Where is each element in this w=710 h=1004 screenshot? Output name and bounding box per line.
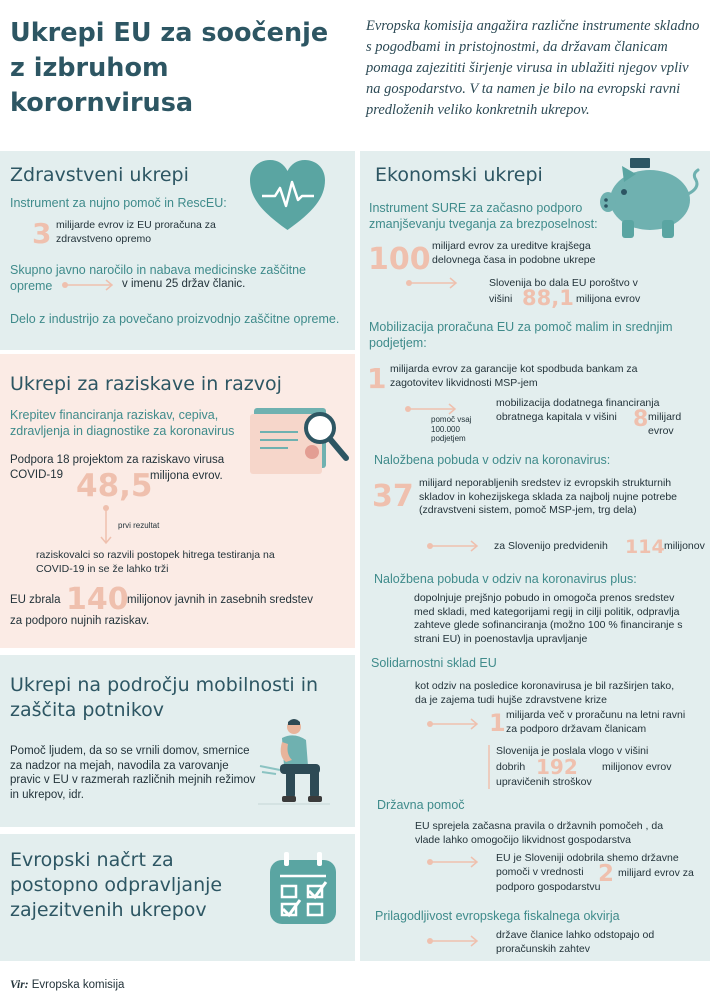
support-text-unit: milijona evrov.: [150, 470, 223, 482]
cii-slovenia-text-b: milijonov: [664, 540, 705, 552]
mobility-title: Ukrepi na področju mobilnosti in zaščita potnikov: [10, 674, 319, 721]
first-results-label: prvi rezultat: [118, 521, 160, 530]
sme-additional-text-b: milijard evrov: [648, 411, 682, 437]
solidarity-slovenia-text-d: upravičenih stroškov: [496, 776, 592, 788]
sme-text: milijarda evrov za garancije kot spodbuda bankam za zagotovitev likvidnosti MSP-jem: [390, 363, 638, 389]
piggy-bank-icon: [600, 156, 705, 242]
solidarity-slovenia-text: Slovenija je poslala vlogo v višini: [496, 745, 649, 757]
fiscal-subheading: Prilagodljivost evropskega fiskalnega okvirja: [375, 909, 620, 923]
solidarity-text: kot odziv na posledice koronavirusa je bil razširjen tako, da je zajema tudi hujše zdravstvene krize: [415, 680, 675, 706]
rescue-text: milijarde evrov iz EU proračuna za zdravstveno opremo: [56, 219, 216, 245]
sure-slovenia-number: 88,1: [522, 286, 574, 310]
health-title: Zdravstveni ukrepi: [10, 164, 189, 186]
ciiplus-subheading: Naložbena pobuda v odziv na koronavirus plus:: [374, 572, 637, 586]
industry-subheading: Delo z industrijo za povečano proizvodnjo zaščitne opreme.: [10, 312, 340, 326]
sme-additional-number: 8: [633, 407, 649, 432]
arrow-icon: [405, 403, 460, 415]
support-number: 48,5: [76, 468, 153, 504]
arrow-icon: [427, 935, 482, 947]
state-aid-slovenia-text: EU je Sloveniji odobrila shemo državne pomoči v vrednosti: [496, 852, 679, 878]
state-aid-subheading: Državna pomoč: [377, 798, 465, 812]
solidarity-slovenia-text-b: dobrih: [496, 761, 526, 773]
eu-collected-text-b: milijonov javnih in zasebnih sredstev: [127, 594, 314, 606]
mobility-text: Pomoč ljudem, da so se vrnili domov, smernice za nadzor na mejah, navodila za varovanje pravic v EU v razmerah različnih mejnih režimov in ukrepov, idr.: [10, 745, 256, 801]
cii-slovenia-number: 114: [625, 536, 665, 558]
sure-slovenia-text-c: milijona evrov: [576, 293, 641, 305]
intro-text: Evropska komisija angažira različne instrumente skladno s pogodbami in pristojnostmi, da državam članicam pomaga zajezititi širjenje virusa in ublažiti njegov vpliv na gospodarstvo. V ta namen je bilo na evropski ravni predloženih veliko konkretnih ukrepov.: [366, 18, 700, 118]
down-arrow-icon: [100, 505, 112, 547]
solidarity-subheading: Solidarnostni sklad EU: [371, 656, 497, 670]
sure-slovenia-text-b: višini: [489, 293, 513, 305]
cii-subheading: Naložbena pobuda v odziv na koronavirus:: [374, 453, 611, 467]
exit-title: Evropski načrt za postopno odpravljanje zajezitvenih ukrepov: [10, 849, 223, 921]
source-label: Vir:: [10, 979, 29, 991]
solidarity-slovenia-text-c: milijonov evrov: [602, 761, 672, 773]
sitting-person-icon: [258, 718, 330, 808]
source-text: Evropska komisija: [31, 979, 125, 991]
sme-additional-text: mobilizacija dodatnega financiranja obratnega kapitala v višini: [496, 397, 660, 423]
sme-number: 1: [367, 362, 387, 395]
research-subheading: Krepitev financiranja raziskav, cepiva, zdravljenja in diagnostike za koronavirus: [10, 408, 235, 438]
calendar-check-icon: [270, 852, 336, 924]
research-title: Ukrepi za raziskave in razvoj: [10, 373, 282, 395]
cii-slovenia-text: za Slovenijo predvidenih: [494, 540, 608, 552]
arrow-icon: [427, 718, 482, 730]
ciiplus-text: dopolnjuje prejšnjo pobudo in omogoča prenos sredstev med skladi, med kategorijami regij in cilji politik, odpravlja zahteve glede sofinanciranja (možno 100 % financiranje s strani EU) in poenostavlja upravljanje: [414, 592, 683, 645]
arrow-icon: [427, 856, 482, 868]
heart-pulse-icon: [250, 160, 325, 232]
sme-subheading: Mobilizacija proračuna EU za pomoč malim in srednjim podjetjem:: [369, 320, 673, 350]
eu-collected-number: 140: [66, 582, 129, 617]
magnifier-document-icon: [250, 404, 350, 474]
sure-slovenia-text: Slovenija bo dala EU poroštvo v: [489, 277, 638, 289]
page-title: [10, 16, 350, 121]
sure-text: milijard evrov za ureditve krajšega delovnega časa in podobne ukrepe: [432, 240, 596, 266]
arrow-icon: [62, 279, 117, 291]
bracket-line: [488, 745, 494, 789]
sure-number: 100: [368, 242, 431, 277]
page-title-line: Ukrepi EU za soočenje: [10, 18, 329, 48]
sure-subheading: Instrument SURE za začasno podporo zmanjševanju tveganja za brezposelnost:: [369, 201, 598, 231]
state-aid-slovenia-number: 2: [598, 861, 615, 887]
economic-title: Ekonomski ukrepi: [375, 164, 543, 186]
solidarity-number: 1: [489, 709, 506, 737]
arrow-icon: [427, 540, 482, 552]
sme-small-label: pomoč vsaj 100.000 podjetjem: [431, 415, 472, 443]
arrow-icon: [406, 277, 461, 289]
eu-collected-text: EU zbrala: [10, 594, 61, 606]
cii-number: 37: [372, 479, 414, 514]
page-title-line: korornvirusa: [10, 88, 194, 118]
eu-collected-text-c: za podporo nujnih raziskav.: [10, 615, 150, 627]
source-line: [10, 979, 124, 991]
support-text: Podpora 18 projektom za raziskavo virusa COVID-19: [10, 454, 225, 481]
page-title-line: z izbruhom: [10, 53, 169, 83]
solidarity-slovenia-number: 192: [536, 755, 578, 779]
rescue-number: 3: [32, 217, 52, 250]
first-results-text: raziskovalci so razvili postopek hitrega testiranja na COVID-19 in se že lahko trži: [36, 549, 275, 575]
cii-text: milijard neporabljenih sredstev iz evropskih strukturnih skladov in kohezijskega sklada za najbolj nujne potrebe (zdravstveni sistem, pomoč MSP-jem, trg dela): [419, 477, 677, 516]
rescue-subheading: Instrument za nujno pomoč in RescEU:: [10, 196, 227, 210]
state-aid-slovenia-text-b: milijard evrov za podporo gospodarstvu: [496, 867, 694, 893]
procurement-text: v imenu 25 držav članic.: [122, 278, 246, 290]
fiscal-text: države članice lahko odstopajo od proračunskih zahtev: [496, 929, 655, 955]
procurement-subheading: Skupno javno naročilo in nabava medicinske zaščitne opreme: [10, 263, 307, 293]
state-aid-text: EU sprejela začasna pravila o državnih pomočeh , da vlade lahko omogočijo likvidnost gospodarstva: [415, 820, 664, 846]
solidarity-number-text: milijarda več v proračunu na letni ravni za podporo državam članicam: [506, 709, 686, 735]
